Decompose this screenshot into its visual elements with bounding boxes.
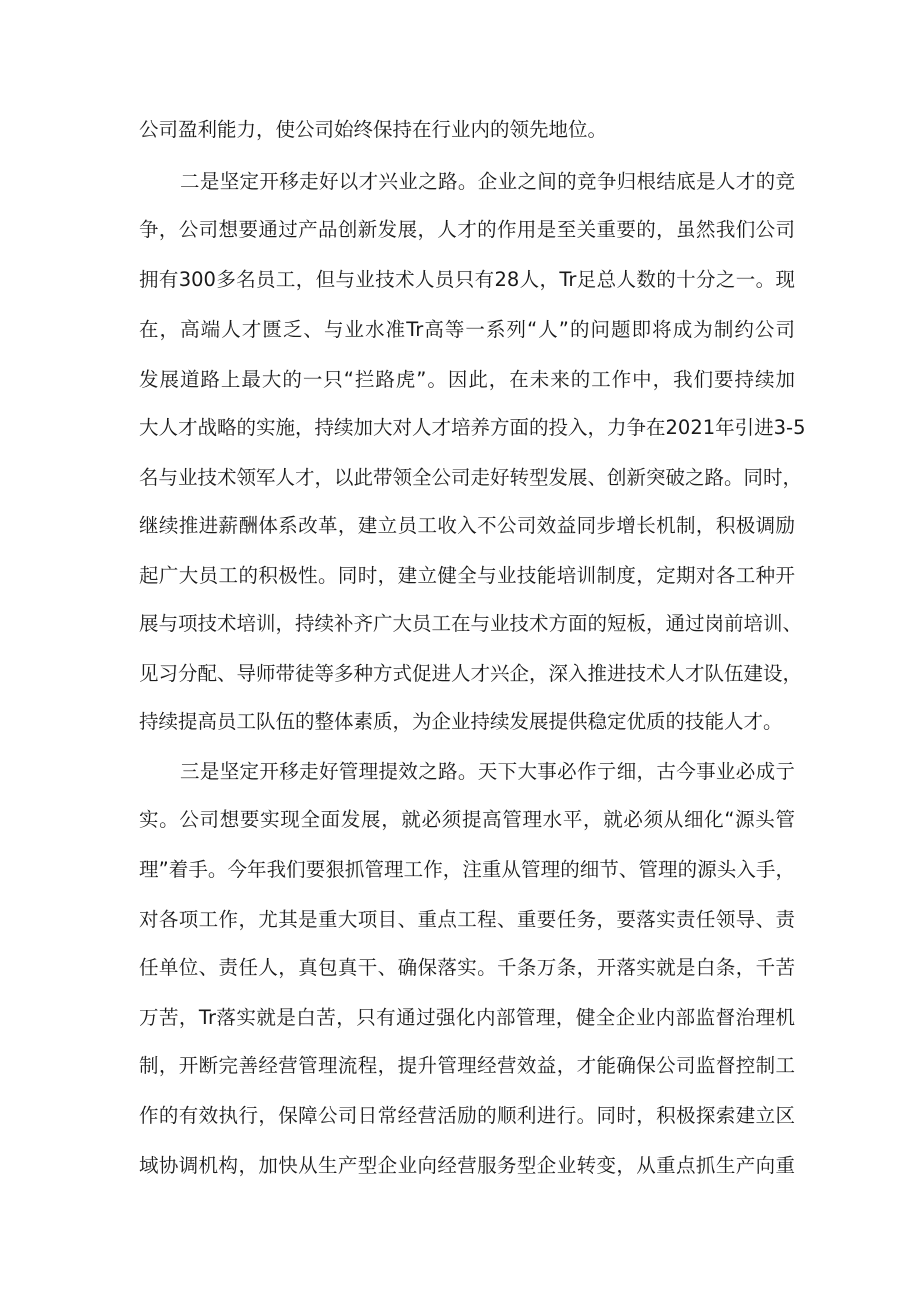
- text-line: 发展道路上最大的一只“拦路虎”。因此，在未来的工作中，我们要持续加: [139, 368, 795, 391]
- text-line: 继续推进薪酬体系改革，建立员工收入不公司效益同步增长机制，积极调励: [139, 514, 795, 537]
- text-line: 起广大员工的积极性。同时，建立健全与业技能培训制度，定期对各工种开: [139, 564, 795, 587]
- text-line: 实。公司想要实现全面发展，就必须提高管理水平，就必须从细化“源头管: [139, 808, 795, 831]
- text-line: 对各项工作，尤其是重大项目、重点工程、重要任务，要落实责任领导、责: [139, 908, 795, 931]
- text-line: 拥有300多名员工，但与业技术人员只有28人，Tr足总人数的十分之一。现: [139, 268, 795, 291]
- text-line: 作的有效执行，保障公司日常经营活励的顺利进行。同时，积极探索建立区: [139, 1104, 795, 1127]
- text-line: 展与项技术培训，持续补齐广大员工在与业技术方面的短板，通过岗前培训、: [139, 612, 803, 635]
- text-line: 二是坚定开移走好以才兴业之路。企业之间的竞争归根结底是人才的竞: [180, 170, 795, 193]
- text-line: 持续提高员工队伍的整体素质，为企业持续发展提供稳定优质的技能人才。: [139, 710, 783, 733]
- text-line: 制，开断完善经营管理流程，提升管理经营效益，才能确保公司监督控制工: [139, 1054, 795, 1077]
- text-line: 在，高端人才匮乏、与业水准Tr高等一系列“人”的问题即将成为制约公司: [139, 318, 795, 341]
- text-line: 万苦，Tr落实就是白苦，只有通过强化内部管理，健全企业内部监督治理机: [139, 1006, 795, 1029]
- text-line: 见习分配、导师带徒等多种方式促进人才兴企，深入推进技术人才队伍建设，: [139, 662, 803, 685]
- text-line: 理”着手。今年我们要狠抓管理工作，注重从管理的细节、管理的源头入手，: [139, 858, 795, 881]
- text-line: 名与业技术领军人才，以此带领全公司走好转型发展、创新突破之路。同时，: [139, 466, 803, 489]
- text-line: 三是坚定开移走好管理提效之路。天下大事必作亍细，古今事业必成亍: [180, 760, 795, 783]
- text-line: 公司盈利能力，使公司始终保持在行业内的领先地位。: [139, 118, 608, 141]
- text-line: 域协调机构，加快从生产型企业向经营服务型企业转变，从重点抓生产向重: [139, 1154, 795, 1177]
- text-line: 大人才战略的实施，持续加大对人才培养方面的投入，力争在2021年引进3-5: [139, 416, 806, 439]
- text-line: 争，公司想要通过产品创新发展，人才的作用是至关重要的，虽然我们公司: [139, 218, 795, 241]
- text-line: 任单位、责任人，真包真干、确保落实。千条万条，开落实就是白条，千苦: [139, 956, 795, 979]
